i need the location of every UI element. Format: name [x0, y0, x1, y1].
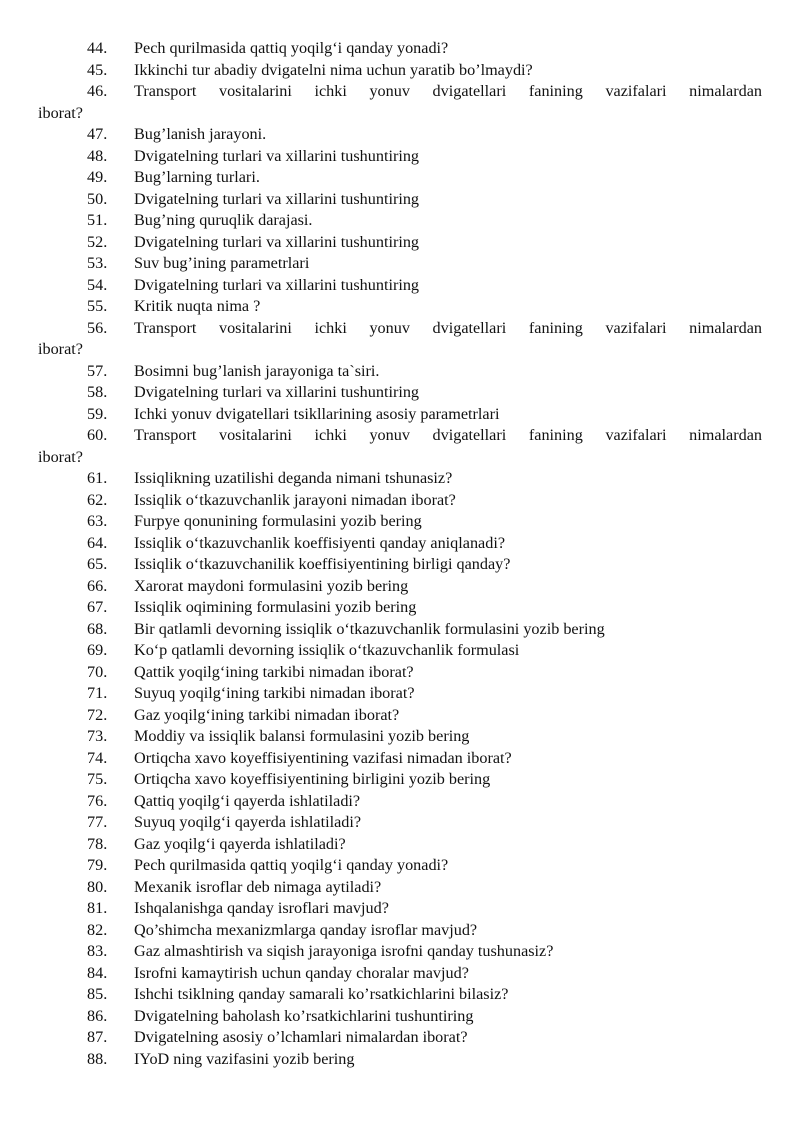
item-number: 49. [87, 168, 108, 186]
item-number: 72. [87, 705, 108, 724]
list-item [38, 554, 762, 576]
list-item [38, 124, 762, 146]
item-text: Xarorat maydoni formulasini yozib bering [134, 576, 409, 595]
list-item [38, 425, 762, 468]
list-item [38, 253, 762, 275]
list-item [38, 361, 762, 383]
item-text-continuation: iborat? [38, 447, 83, 466]
list-item [38, 232, 762, 254]
item-number: 74. [87, 748, 108, 767]
item-number: 67. [87, 598, 108, 616]
list-item [38, 275, 762, 297]
item-number: 63. [87, 512, 108, 530]
item-number: 62. [87, 490, 108, 509]
item-text: Isrofni kamaytirish uchun qanday choralar mavjud? [134, 963, 469, 982]
list-item [38, 1049, 762, 1071]
item-text: Bug’larning turlari. [134, 168, 260, 186]
item-number: 61. [87, 469, 108, 487]
item-text: Dvigatelning turlari va xillarini tushuntiring [134, 189, 420, 208]
item-text: Ortiqcha xavo koyeffisiyentining vazifasi nimadan iborat? [134, 748, 512, 767]
item-number: 47. [87, 125, 108, 143]
item-number: 60. [87, 426, 108, 444]
item-number: 59. [87, 404, 108, 423]
item-text: Gaz almashtirish va siqish jarayoniga isrofni qanday tushunasiz? [134, 942, 554, 960]
item-number: 55. [87, 297, 108, 315]
item-text: Qo’shimcha mexanizmlarga qanday isroflar mavjud? [134, 920, 478, 939]
list-item [38, 855, 762, 877]
item-text: Transport vositalarini ichki yonuv dvigatellari fanining vazifalari nimalardan [134, 318, 762, 337]
item-text: Suv bug’ining parametrlari [134, 254, 310, 272]
item-text: Ko‘p qatlamli devorning issiqlik o‘tkazuvchanlik formulasi [134, 641, 520, 659]
list-item [38, 726, 762, 748]
list-item [38, 920, 762, 942]
item-text: Ikkinchi tur abadiy dvigatelni nima uchun yaratib bo’lmaydi? [134, 60, 533, 79]
item-text: Issiqlik o‘tkazuvchanlik koeffisiyenti qanday aniqlanadi? [134, 533, 506, 552]
item-number: 48. [87, 146, 108, 165]
item-text: Ortiqcha xavo koyeffisiyentining birligini yozib bering [134, 770, 491, 788]
item-text: Dvigatelning asosiy o’lchamlari nimalardan iborat? [134, 1028, 468, 1046]
item-number: 87. [87, 1028, 108, 1046]
item-number: 76. [87, 791, 108, 810]
item-text: Gaz yoqilg‘i qayerda ishlatiladi? [134, 834, 346, 853]
list-item [38, 189, 762, 211]
item-number: 56. [87, 318, 108, 337]
item-number: 83. [87, 942, 108, 960]
item-number: 64. [87, 533, 108, 552]
item-text: IYoD ning vazifasini yozib bering [134, 1049, 355, 1068]
item-number: 81. [87, 899, 108, 917]
item-number: 57. [87, 361, 108, 380]
item-number: 68. [87, 619, 108, 638]
item-number: 70. [87, 662, 108, 681]
item-number: 50. [87, 189, 108, 208]
item-text: Pech qurilmasida qattiq yoqilg‘i qanday yonadi? [134, 39, 449, 57]
item-text: Gaz yoqilg‘ining tarkibi nimadan iborat? [134, 705, 400, 724]
item-text: Ishqalanishga qanday isroflari mavjud? [134, 899, 389, 917]
list-item [38, 1006, 762, 1028]
item-text: Bosimni bug’lanish jarayoniga ta`siri. [134, 361, 380, 380]
item-number: 52. [87, 232, 108, 251]
list-item [38, 640, 762, 662]
item-number: 46. [87, 82, 108, 100]
list-item [38, 662, 762, 684]
item-number: 88. [87, 1049, 108, 1068]
item-number: 54. [87, 275, 108, 294]
list-item [38, 619, 762, 641]
list-item [38, 791, 762, 813]
item-number: 85. [87, 985, 108, 1003]
item-number: 51. [87, 211, 108, 229]
item-text: Dvigatelning baholash ko’rsatkichlarini tushuntiring [134, 1006, 474, 1025]
item-text: Pech qurilmasida qattiq yoqilg‘i qanday yonadi? [134, 856, 449, 874]
item-number: 82. [87, 920, 108, 939]
list-item [38, 490, 762, 512]
item-text: Transport vositalarini ichki yonuv dvigatellari fanining vazifalari nimalardan [134, 82, 762, 100]
item-text-continuation: iborat? [38, 103, 83, 122]
list-item [38, 877, 762, 899]
item-number: 73. [87, 727, 108, 745]
item-text: Mexanik isroflar deb nimaga aytiladi? [134, 877, 382, 896]
list-item [38, 683, 762, 705]
list-item [38, 511, 762, 533]
item-number: 71. [87, 684, 108, 702]
list-item [38, 404, 762, 426]
item-text: Bug’lanish jarayoni. [134, 125, 267, 143]
list-item [38, 834, 762, 856]
list-item [38, 533, 762, 555]
list-item [38, 146, 762, 168]
item-number: 65. [87, 555, 108, 573]
list-item [38, 81, 762, 124]
list-item [38, 963, 762, 985]
item-text: Dvigatelning turlari va xillarini tushuntiring [134, 146, 420, 165]
list-item [38, 167, 762, 189]
item-number: 80. [87, 877, 108, 896]
list-item [38, 576, 762, 598]
item-text: Bug’ning quruqlik darajasi. [134, 211, 313, 229]
list-item [38, 748, 762, 770]
list-item [38, 705, 762, 727]
question-list [38, 38, 762, 1070]
list-item [38, 1027, 762, 1049]
list-item [38, 38, 762, 60]
item-text: Moddiy va issiqlik balansi formulasini yozib bering [134, 727, 470, 745]
list-item [38, 382, 762, 404]
item-number: 86. [87, 1006, 108, 1025]
item-text: Issiqlik oqimining formulasini yozib bering [134, 598, 417, 616]
list-item [38, 984, 762, 1006]
item-number: 69. [87, 641, 108, 659]
list-item [38, 898, 762, 920]
item-text: Suyuq yoqilg‘ining tarkibi nimadan iborat? [134, 684, 415, 702]
item-number: 53. [87, 254, 108, 272]
list-item [38, 60, 762, 82]
item-number: 44. [87, 39, 108, 57]
list-item [38, 769, 762, 791]
item-text: Ishchi tsiklning qanday samarali ko’rsatkichlarini bilasiz? [134, 985, 509, 1003]
item-text: Issiqlik o‘tkazuvchanilik koeffisiyentining birligi qanday? [134, 555, 511, 573]
item-text: Ichki yonuv dvigatellari tsikllarining asosiy parametrlari [134, 404, 500, 423]
item-text: Qattiq yoqilg‘i qayerda ishlatiladi? [134, 791, 361, 810]
item-number: 84. [87, 963, 108, 982]
item-text: Transport vositalarini ichki yonuv dvigatellari fanining vazifalari nimalardan [134, 426, 762, 444]
list-item [38, 210, 762, 232]
item-text: Bir qatlamli devorning issiqlik o‘tkazuvchanlik formulasini yozib bering [134, 619, 605, 638]
item-number: 79. [87, 856, 108, 874]
item-text: Issiqlikning uzatilishi deganda nimani tshunasiz? [134, 469, 453, 487]
item-number: 45. [87, 60, 108, 79]
list-item [38, 468, 762, 490]
item-text: Dvigatelning turlari va xillarini tushuntiring [134, 383, 420, 401]
list-item [38, 318, 762, 361]
item-number: 66. [87, 576, 108, 595]
item-text: Qattik yoqilg‘ining tarkibi nimadan iborat? [134, 662, 414, 681]
list-item [38, 941, 762, 963]
list-item [38, 296, 762, 318]
item-text: Furpye qonunining formulasini yozib bering [134, 512, 422, 530]
item-number: 75. [87, 770, 108, 788]
item-text: Kritik nuqta nima ? [134, 297, 261, 315]
list-item [38, 812, 762, 834]
item-text: Issiqlik o‘tkazuvchanlik jarayoni nimadan iborat? [134, 490, 456, 509]
item-number: 58. [87, 383, 108, 401]
item-text: Dvigatelning turlari va xillarini tushuntiring [134, 275, 420, 294]
item-text: Dvigatelning turlari va xillarini tushuntiring [134, 232, 420, 251]
item-text: Suyuq yoqilg‘i qayerda ishlatiladi? [134, 813, 362, 831]
item-number: 77. [87, 813, 108, 831]
item-number: 78. [87, 834, 108, 853]
list-item [38, 597, 762, 619]
item-text-continuation: iborat? [38, 340, 83, 358]
